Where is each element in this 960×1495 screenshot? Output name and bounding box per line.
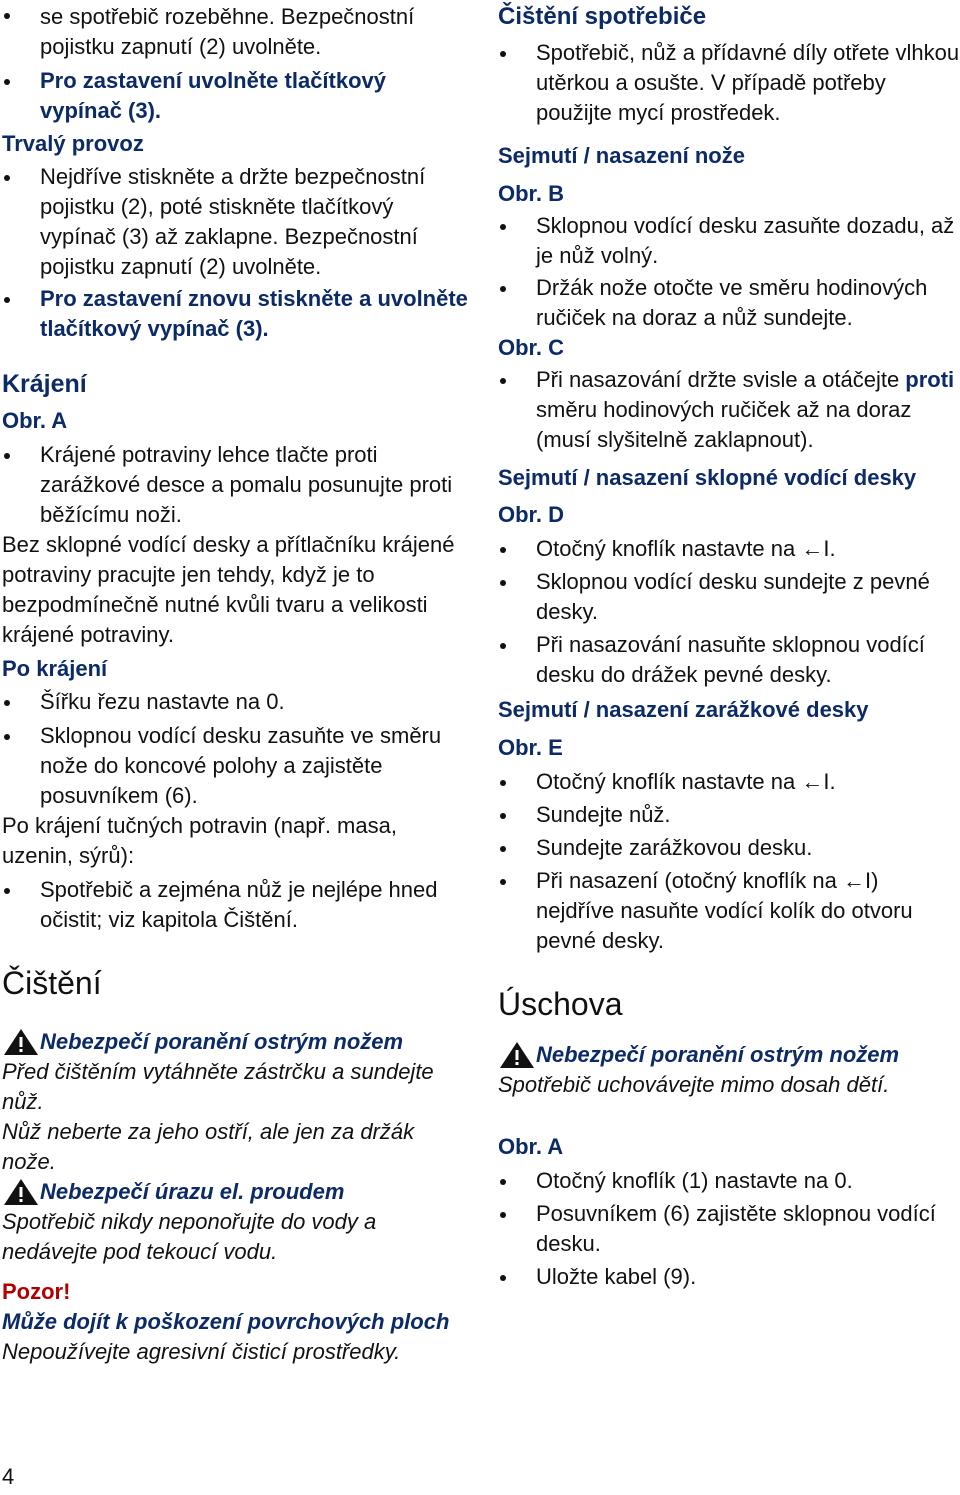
electric-warning-text: Spotřebič nikdy neponořujte do vody a nedávejte pod tekoucí vodu.: [2, 1209, 377, 1264]
right-column: [498, 0, 960, 1292]
knife-warning-title: Nebezpečí poranění ostrým nožem: [2, 1027, 472, 1057]
list-item: Pro zastavení znovu stiskněte a uvolněte tlačítkový vypínač (3).: [2, 284, 472, 344]
knife-warning-text-2: Nůž neberte za jeho ostří, ale jen za držák nože.: [2, 1119, 415, 1174]
continuous-list: [2, 162, 472, 344]
rotary-knob-arrow-icon: ←I: [842, 868, 872, 893]
list-item: Sundejte zarážkovou desku.: [498, 833, 960, 863]
warning-icon: [498, 1040, 536, 1070]
fatty-food-list: [2, 875, 472, 935]
list-item: Při nasazování držte svisle a otáčejte proti směru hodinových ručiček až na doraz (musí slyšitelně zaklapnout).: [498, 365, 960, 455]
knife-removal-heading: Sejmutí / nasazení nože: [498, 143, 745, 168]
list-item: Sundejte nůž.: [498, 800, 960, 830]
list-item: Krájené potraviny lehce tlačte proti zarážkové desce a pomalu posunujte proti běžícímu noži.: [2, 440, 472, 530]
knife-warning-text-1: Před čištěním vytáhněte zástrčku a sundejte nůž.: [2, 1059, 434, 1114]
list-item: se spotřebič rozeběhne. Bezpečnostní pojistku zapnutí (2) uvolněte.: [2, 0, 472, 62]
slicing-figure-ref: Obr. A: [2, 408, 68, 433]
list-item: Držák nože otočte ve směru hodinových ručiček na doraz a nůž sundejte.: [498, 273, 960, 333]
top-list: [2, 0, 472, 126]
fatty-food-text: Po krájení tučných potravin (např. masa, uzenin, sýrů):: [2, 813, 397, 868]
list-item: Sklopnou vodící desku zasuňte ve směru nože do koncové polohy a zajistěte posuvníkem (6).: [2, 721, 472, 811]
figure-a-ref: Obr. A: [498, 1134, 564, 1159]
rotary-knob-arrow-icon: ←I: [801, 769, 830, 794]
appliance-cleaning-list: [498, 38, 960, 128]
list-item: Spotřebič, nůž a přídavné díly otřete vlhkou utěrkou a osušte. V případě potřeby použijte mycí prostředek.: [498, 38, 960, 128]
figure-c-ref: Obr. C: [498, 335, 565, 360]
list-item: Při nasazování nasuňte sklopnou vodící desku do drážek pevné desky.: [498, 630, 960, 690]
list-item: Uložte kabel (9).: [498, 1262, 960, 1292]
list-item: Otočný knoflík nastavte na ←I.: [498, 767, 960, 797]
figure-b-list: [498, 211, 960, 333]
list-item: Sklopnou vodící desku sundejte z pevné desky.: [498, 567, 960, 627]
warning-icon: [2, 1177, 40, 1207]
cleaning-heading: Čištění: [2, 965, 102, 1001]
storage-warning-title: Nebezpečí poranění ostrým nožem: [498, 1040, 960, 1070]
list-item: Pro zastavení uvolněte tlačítkový vypínač (3).: [2, 66, 472, 126]
list-item: Posuvníkem (6) zajistěte sklopnou vodící desku.: [498, 1199, 960, 1259]
list-item: Sklopnou vodící desku zasuňte dozadu, až je nůž volný.: [498, 211, 960, 271]
warning-icon: [2, 1027, 40, 1057]
page-number: 4: [2, 1464, 15, 1489]
list-item: Při nasazení (otočný knoflík na ←I) nejdříve nasuňte vodící kolík do otvoru pevné desky.: [498, 866, 960, 956]
storage-heading: Úschova: [498, 986, 623, 1022]
figure-b-ref: Obr. B: [498, 181, 565, 206]
figure-c-list: [498, 365, 960, 455]
left-column: [2, 0, 472, 1367]
surface-damage-text: Nepoužívejte agresivní čisticí prostředky.: [2, 1339, 401, 1364]
list-item: Šířku řezu nastavte na 0.: [2, 687, 472, 717]
after-slicing-list: [2, 687, 472, 811]
slicing-note: Bez sklopné vodící desky a přítlačníku krájené potraviny pracujte jen tehdy, když je to bezpodmínečně nutné kvůli tvaru a velikosti krájené potraviny.: [2, 532, 455, 647]
figure-a-list: [498, 1166, 960, 1292]
surface-damage-title: Může dojít k poškození povrchových ploch: [2, 1309, 450, 1334]
figure-d-ref: Obr. D: [498, 502, 565, 527]
figure-e-ref: Obr. E: [498, 735, 563, 760]
list-item: Nejdříve stiskněte a držte bezpečnostní pojistku (2), poté stiskněte tlačítkový vypínač (3) až zaklapne. Bezpečnostní pojistku zapnutí (2) uvolněte.: [2, 162, 472, 282]
guide-plate-heading: Sejmutí / nasazení sklopné vodící desky: [498, 465, 917, 490]
slicing-heading: Krájení: [2, 370, 87, 398]
stop-plate-heading: Sejmutí / nasazení zarážkové desky: [498, 697, 869, 722]
storage-warning-text: Spotřebič uchovávejte mimo dosah dětí.: [498, 1072, 890, 1097]
figure-e-list: [498, 767, 960, 956]
continuous-heading: Trvalý provoz: [2, 131, 144, 156]
list-item: Otočný knoflík nastavte na ←I.: [498, 534, 960, 564]
rotary-knob-arrow-icon: ←I: [801, 536, 830, 561]
list-item: Spotřebič a zejména nůž je nejlépe hned očistit; viz kapitola Čištění.: [2, 875, 472, 935]
slicing-list: [2, 440, 472, 530]
after-slicing-heading: Po krájení: [2, 656, 108, 681]
figure-d-list: [498, 534, 960, 690]
list-item: Otočný knoflík (1) nastavte na 0.: [498, 1166, 960, 1196]
caution-label: Pozor!: [2, 1279, 71, 1304]
electric-warning-title: Nebezpečí úrazu el. proudem: [2, 1177, 472, 1207]
appliance-cleaning-heading: Čištění spotřebiče: [498, 3, 707, 30]
